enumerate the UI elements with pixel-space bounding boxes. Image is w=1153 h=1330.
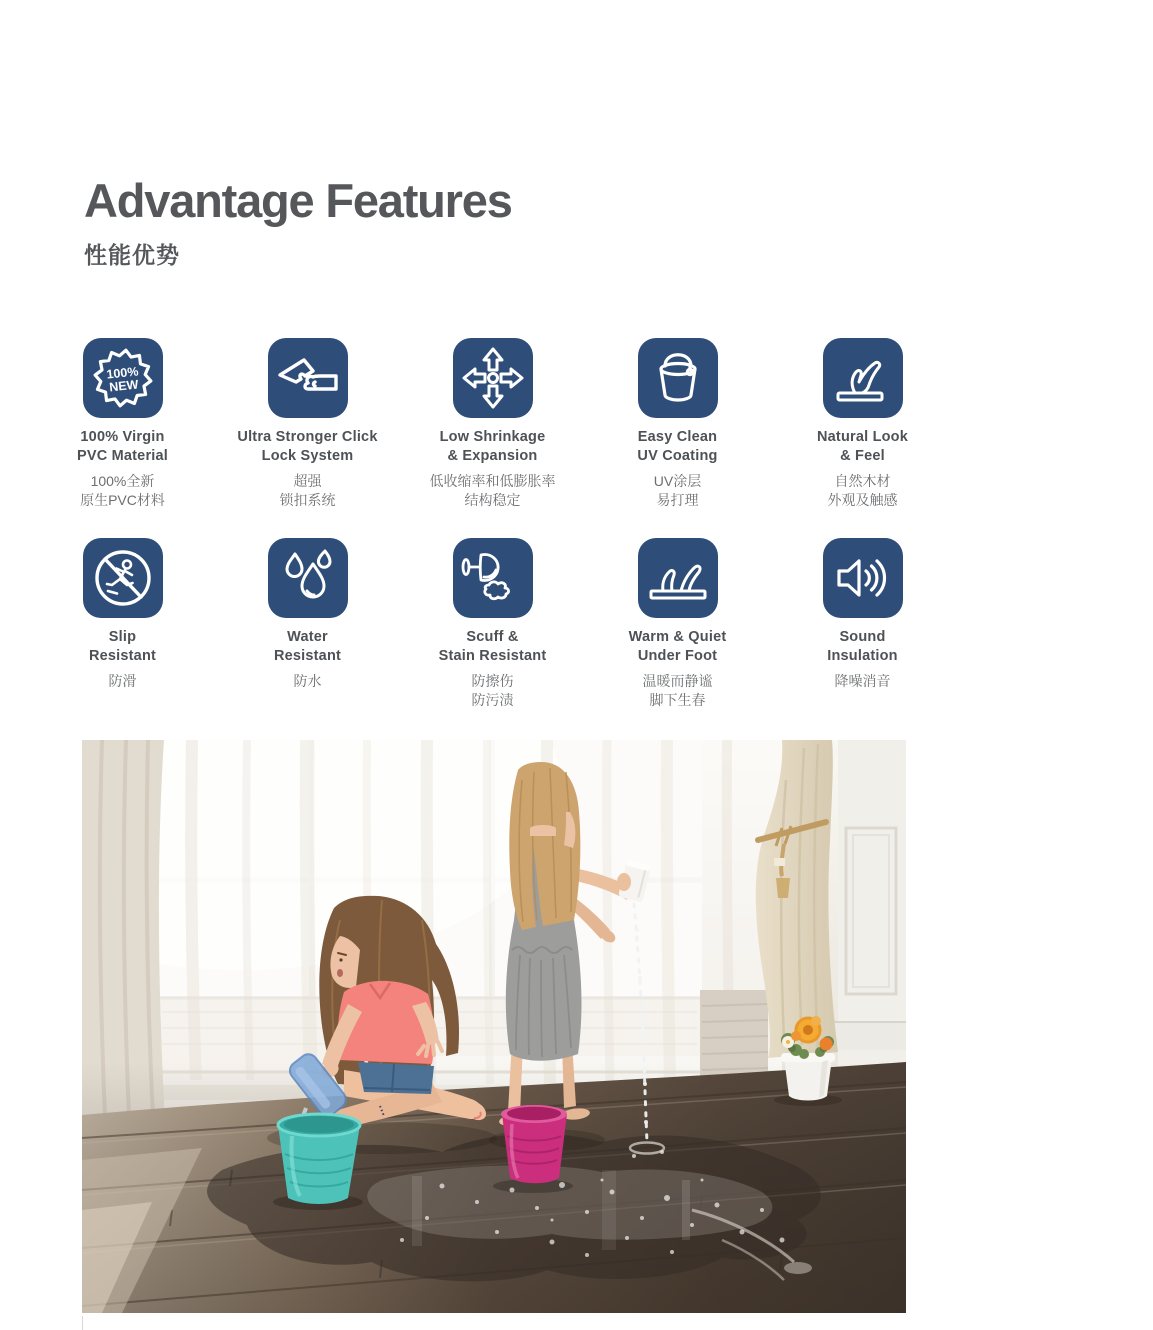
water-drops-icon [268, 538, 348, 618]
page-title: Advantage Features [84, 174, 512, 227]
feature-label-en: Warm & Quiet Under Foot [628, 629, 727, 664]
feature-item [400, 338, 585, 538]
feature-label-zh: 温暖而静谧 脚下生春 [642, 673, 713, 708]
bucket-icon [638, 338, 718, 418]
feature-label-en: Natural Look & Feel [816, 429, 909, 464]
feature-label-en: Slip Resistant [88, 629, 157, 664]
hand-touch-icon [823, 338, 903, 418]
badge-100-text: 100% [105, 364, 139, 382]
feature-label-zh: 超强 锁扣系统 [279, 473, 336, 508]
badge-100-new-icon [83, 338, 163, 418]
feature-label-zh: 100%全新 原生PVC材料 [80, 473, 165, 508]
feature-label-en: Easy Clean UV Coating [637, 429, 718, 464]
expansion-arrows-icon [453, 338, 533, 418]
click-lock-icon [268, 338, 348, 418]
feature-item [215, 538, 400, 738]
feet-on-floor-icon [638, 538, 718, 618]
feature-label-zh: 防擦伤 防污渍 [471, 673, 514, 708]
speaker-icon [823, 538, 903, 618]
feature-label-en: Ultra Stronger Click Lock System [237, 429, 378, 464]
page-subtitle-zh: 性能优势 [84, 242, 180, 269]
feature-label-zh: UV涂层 易打理 [653, 473, 702, 508]
feature-item [770, 538, 955, 738]
feature-grid [30, 338, 955, 738]
feature-item [30, 338, 215, 538]
feature-label-en: Water Resistant [273, 629, 342, 664]
feature-label-zh: 降噪消音 [834, 673, 891, 689]
feature-item [400, 538, 585, 738]
page-edge-line [82, 1316, 83, 1330]
feature-label-zh: 防水 [293, 673, 322, 689]
feature-item [215, 338, 400, 538]
feature-label-en: Scuff & Stain Resistant [438, 629, 547, 664]
feature-item [770, 338, 955, 538]
feature-item [585, 538, 770, 738]
feature-item [30, 538, 215, 738]
feature-label-zh: 低收缩率和低膨胀率 结构稳定 [429, 473, 556, 508]
spilled-glass-icon [453, 538, 533, 618]
feature-photo [82, 740, 906, 1313]
feature-label-en: Low Shrinkage & Expansion [439, 429, 546, 464]
feature-label-en: 100% Virgin PVC Material [76, 429, 169, 464]
feature-label-en: Sound Insulation [827, 629, 898, 664]
feature-label-zh: 防滑 [108, 673, 137, 689]
feature-item [585, 338, 770, 538]
no-slip-icon [83, 538, 163, 618]
page-header [84, 176, 512, 270]
badge-new-text: NEW [108, 377, 139, 395]
feature-label-zh: 自然木材 外观及触感 [827, 473, 898, 508]
